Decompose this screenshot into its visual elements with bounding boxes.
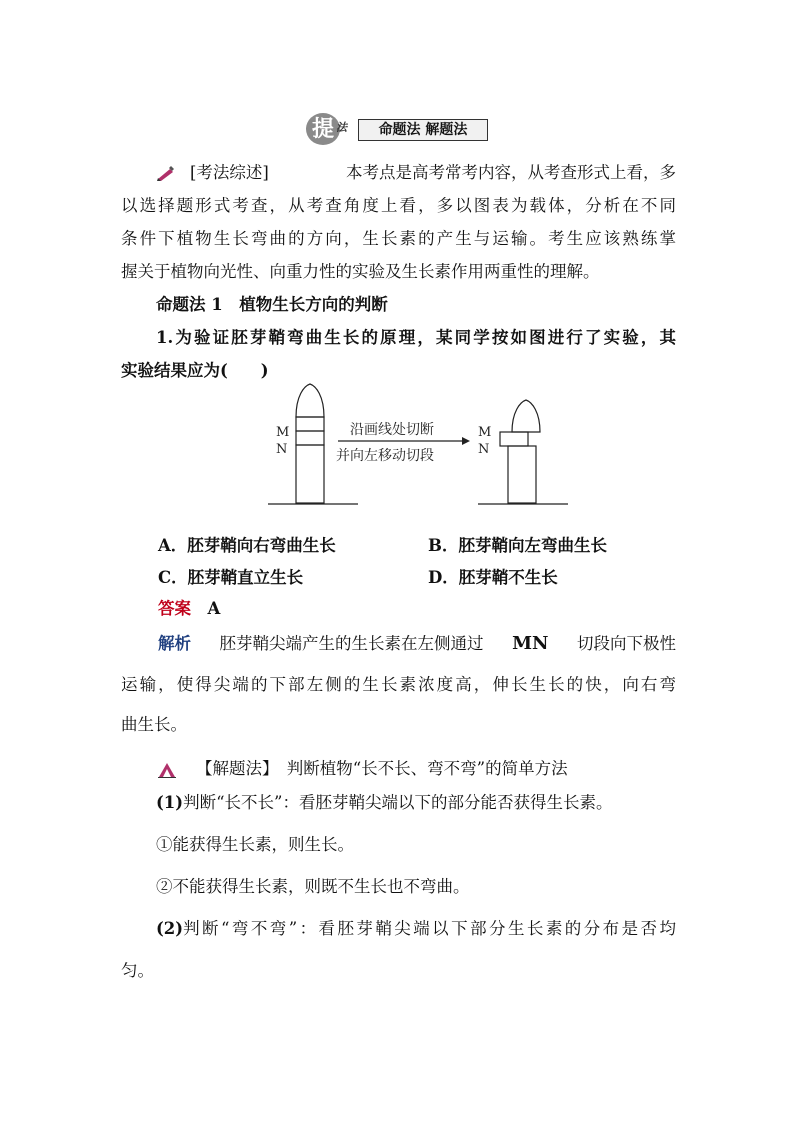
section-title-prefix: 命题法 1 [156,295,223,314]
method-point-3-text: 不能获得生长素，则既不生长也不弯曲。 [172,877,470,896]
method-point-4-text: 判断“弯不弯”：看胚芽鞘尖端以下部分生长素的分布是否均 [183,919,676,938]
question-line-2: 实验结果应为( ) [121,361,269,380]
method-heading [158,758,568,780]
label-n-right: N [478,442,490,457]
intro-line-1 [156,162,676,184]
analysis-line-2: 运输，使得尖端的下部左侧的生长素浓度高，伸长生长的快，向右弯 [121,675,676,694]
intro-line-3: 条件下植物生长弯曲的方向，生长素的产生与运输。考生应该熟练掌 [121,229,676,248]
intro-tag: [考法综述] [190,163,269,182]
label-m-left: M [276,425,290,440]
intro-line-2: 以选择题形式考查，从考查角度上看，多以图表为载体，分析在不同 [121,196,676,215]
analysis-text-1a: 胚芽鞘尖端产生的生长素在左侧通过 [219,634,484,653]
method-point-4 [156,918,676,940]
analysis-mn: MN [512,633,549,654]
arrow-text-top: 沿画线处切断 [350,422,434,438]
badge-subscript: 法 [336,121,347,134]
method-point-2-text: 能获得生长素，则生长。 [172,835,354,854]
method-point-1-text: 判断“长不长”：看胚芽鞘尖端以下的部分能否获得生长素。 [183,793,613,812]
method-point-2 [156,834,354,856]
pen-icon [156,166,176,182]
option-d: D．胚芽鞘不生长 [428,568,558,587]
option-c: C．胚芽鞘直立生长 [158,568,304,587]
option-b: B．胚芽鞘向左弯曲生长 [428,536,607,555]
method-point-4-num: (2) [156,919,184,938]
method-point-1-num: (1) [156,793,184,812]
answer-line [158,598,220,620]
section-title-text: 植物生长方向的判断 [239,295,388,314]
analysis-label: 解析 [158,634,191,653]
question-line-1: 1.为验证胚芽鞘弯曲生长的原理，某同学按如图进行了实验，其 [156,328,676,347]
method-point-3-num: ② [156,877,173,896]
banner-label: 命题法 解题法 [358,119,488,141]
option-a: A．胚芽鞘向右弯曲生长 [158,536,336,555]
method-point-1 [156,792,612,814]
analysis-line-3: 曲生长。 [121,715,187,734]
method-label: 【解题法】 [196,759,271,778]
section-banner [306,113,488,145]
arrow-text-bottom: 并向左移动切段 [336,448,434,464]
mountain-icon [158,762,176,778]
method-point-3 [156,876,470,898]
intro-text-1: 本考点是高考常考内容，从考查形式上看，多 [346,163,676,182]
method-point-4-cont: 匀。 [121,961,154,980]
right-coleoptile [478,400,568,504]
coleoptile-figure [268,382,584,510]
section-title [156,294,388,316]
analysis-line-1 [158,633,676,655]
ti-badge-icon: 提 [306,113,340,145]
method-point-2-num: ① [156,835,173,854]
intro-line-4: 握关于植物向光性、向重力性的实验及生长素作用两重性的理解。 [121,262,600,281]
analysis-text-1b: 切段向下极性 [576,634,676,653]
label-m-right: M [478,425,492,440]
answer-label: 答案 [158,599,191,618]
process-arrow [338,437,470,445]
answer-value: A [207,599,221,618]
method-title: 判断植物“长不长、弯不弯”的简单方法 [286,759,568,778]
label-n-left: N [276,442,288,457]
